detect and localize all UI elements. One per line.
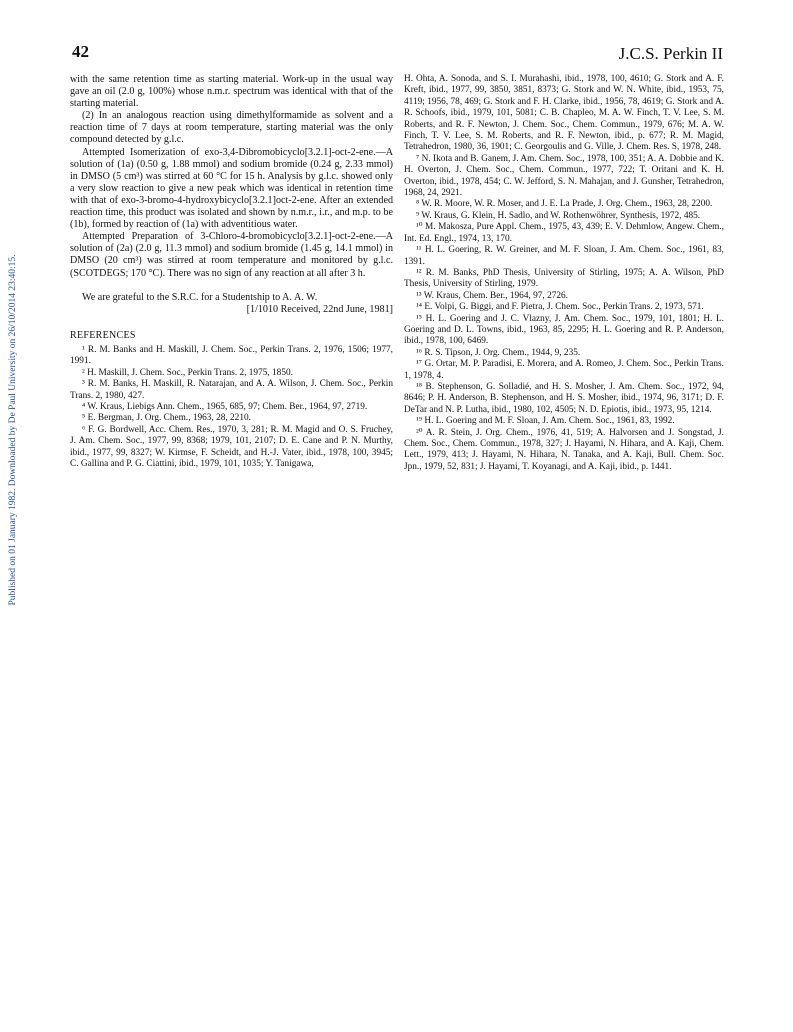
right-column xyxy=(404,74,724,473)
reference-item: ¹ R. M. Banks and H. Maskill, J. Chem. Soc., Perkin Trans. 2, 1976, 1506; 1977, 1991. xyxy=(70,344,393,367)
reference-item: ⁹ W. Kraus, G. Klein, H. Sadlo, and W. Rothenwöhrer, Synthesis, 1972, 485. xyxy=(416,210,701,221)
body-paragraph: Attempted Preparation of 3-Chloro-4-bromobicyclo[3.2.1]-oct-2-ene.—A solution of (2a) (2.0 g, 11.3 mmol) and sodium bromide (1.45 g, 14.1 mmol) in DMSO (20 cm³) was stirred at room temperature and monitored by g.l.c. (SCOTDEGS; 170 °C). There was no sign of any reaction at all after 3 h. xyxy=(70,231,393,279)
reference-item: ¹⁸ B. Stephenson, G. Solladié, and H. S. Mosher, J. Am. Chem. Soc., 1972, 94, 8646; P. H. Anderson, B. Stephenson, and H. S. Mosher, ibid., 1974, 96, 3171; D. F. DeTar and N. P. Lutha, ibid., 1980, 102, 4505; N. D. Epiotis, ibid., 1973, 95, 1214. xyxy=(404,381,724,415)
acknowledgement: We are grateful to the S.R.C. for a Studentship to A. A. W. xyxy=(82,291,318,303)
reference-item: ¹¹ H. L. Goering, R. W. Greiner, and M. F. Sloan, J. Am. Chem. Soc., 1961, 83, 1391. xyxy=(404,245,724,267)
publication-watermark-text: Published on 01 January 1982. Downloaded by De Paul University on 26/10/2014 23:40:15. xyxy=(8,254,18,606)
reference-item: ⁸ W. R. Moore, W. R. Moser, and J. E. La Prade, J. Org. Chem., 1963, 28, 2200. xyxy=(416,199,713,210)
reference-item: ⁷ N. Ikota and B. Ganem, J. Am. Chem. Soc., 1978, 100, 351; A. A. Dobbie and K. H. Overton, J. Chem. Soc., Chem. Commun., 1977, 722; T. Oritani and K. H. Overton, ibid., 1978, 454; C. W. Jefford, S. N. Mahajan, and J. Gunsher, Tetrahedron, 1968, 24, 2921. xyxy=(404,153,724,199)
reference-item: ¹⁹ H. L. Goering and M. F. Sloan, J. Am. Chem. Soc., 1961, 83, 1992. xyxy=(416,416,675,427)
reference-item: ¹² R. M. Banks, PhD Thesis, University of Stirling, 1975; A. A. Wilson, PhD Thesis, University of Stirling, 1979. xyxy=(404,267,724,290)
reference-item: ⁵ E. Bergman, J. Org. Chem., 1963, 28, 2210. xyxy=(82,413,251,424)
journal-title: J.C.S. Perkin II xyxy=(618,44,723,63)
body-paragraph: with the same retention time as starting material. Work-up in the usual way gave an oil (2.0 g, 100%) whose n.m.r. spectrum was identical with that of the starting material. xyxy=(70,74,393,110)
references-heading: REFERENCES xyxy=(70,329,136,341)
reference-item: ⁶ F. G. Bordwell, Acc. Chem. Res., 1970, 3, 281; R. M. Magid and O. S. Fruchey, J. Am. Chem. Soc., 1977, 99, 8368; 1979, 101, 2107; D. E. Cane and P. N. Murthy, ibid., 1977, 99, 8327; W. Kirmse, F. Scheidt, and H.-J. Vater, ibid., 1978, 100, 3945; C. Gallina and P. G. Ciattini, ibid., 1979, 101, 1035; Y. Tanigawa, xyxy=(70,424,393,469)
reference-item: ¹⁴ E. Volpi, G. Biggi, and F. Pietra, J. Chem. Soc., Perkin Trans. 2, 1973, 571. xyxy=(416,302,704,313)
reference-item: ¹³ W. Kraus, Chem. Ber., 1964, 97, 2726. xyxy=(416,290,568,301)
reference-item: ³ R. M. Banks, H. Maskill, R. Natarajan, and A. A. Wilson, J. Chem. Soc., Perkin Trans. 2, 1980, 427. xyxy=(70,379,393,401)
publication-watermark xyxy=(6,250,20,610)
reference-item: ⁴ W. Kraus, Liebigs Ann. Chem., 1965, 685, 97; Chem. Ber., 1964, 97, 2719. xyxy=(82,401,368,412)
reference-item: ¹⁷ G. Ortar, M. P. Paradisi, E. Morera, and A. Romeo, J. Chem. Soc., Perkin Trans. 1, 1978, 4. xyxy=(404,359,724,381)
reference-item: ¹⁵ H. L. Goering and J. C. Vlazny, J. Am. Chem. Soc., 1979, 101, 1801; H. L. Goering and D. L. Towns, ibid., 1963, 85, 2295; H. L. Goering and R. P. Anderson, ibid., 1978, 100, 6469. xyxy=(404,313,724,347)
reference-item: ¹⁰ M. Makosza, Pure Appl. Chem., 1975, 43, 439; E. V. Dehmlow, Angew. Chem., Int. Ed. Engl., 1974, 13, 170. xyxy=(404,222,724,244)
reference-item: ¹⁶ R. S. Tipson, J. Org. Chem., 1944, 9, 235. xyxy=(416,347,581,358)
body-paragraph: Attempted Isomerization of exo-3,4-Dibromobicyclo[3.2.1]-oct-2-ene.—A solution of (1a) (0.50 g, 1.88 mmol) and sodium bromide (0.24 g, 2.33 mmol) in DMSO (5 cm³) was stirred at 60 °C for 15 h. Analysis by g.l.c. showed only a very slow reaction to give a new peak which was identical in retention time with that of exo-3-bromo-4-hydroxybicyclo[3.2.1]oct-2-ene. After an extended reaction time, this product was isolated and shown by n.m.r., i.r., and m.p. to be (1b), formed by reaction of (1a) with adventitious water. xyxy=(70,146,393,231)
reference-item: ² H. Maskill, J. Chem. Soc., Perkin Trans. 2, 1975, 1850. xyxy=(82,367,293,378)
left-column xyxy=(70,74,393,470)
reference-item: ²⁰ A. R. Stein, J. Org. Chem., 1976, 41, 519; A. Halvorsen and J. Songstad, J. Chem. Soc., Chem. Commun., 1978, 327; J. Hayami, N. Hihara, and A. Kaji, Chem. Lett., 1979, 413; J. Hayami, N. Hihara, N. Tanaka, and A. Kaji, Bull. Chem. Soc. Jpn., 1979, 52, 831; J. Hayami, T. Koyanagi, and A. Kaji, ibid., p. 1441. xyxy=(404,427,724,472)
received-date: [1/1010 Received, 22nd June, 1981] xyxy=(246,303,393,315)
page-number: 42 xyxy=(72,42,89,61)
reference-item: H. Ohta, A. Sonoda, and S. I. Murahashi, ibid., 1978, 100, 4610; G. Stork and A. F. Kreft, ibid., 1977, 99, 3850, 3851, 8373; G. Stork and W. N. White, ibid., 1953, 75, 4119; 1956, 78, 469; G. Stork and F. H. Clarke, ibid., 1956, 78, 4619; G. Stork and A. R. Schoofs, ibid., 1979, 101, 5081; C. B. Chapleo, M. A. W. Finch, T. V. Lee, S. M. Roberts, and R. F. Newton, J. Chem. Soc., Chem. Commun., 1979, 676; M. A. W. Finch, T. V. Lee, S. M. Roberts, and R. F. Newton, ibid., p. 677; R. M. Magid, Tetrahedron, 1980, 36, 1901; C. Georgoulis and G. Ville, J. Chem. Res. S, 1978, 248. xyxy=(404,74,724,153)
body-paragraph: (2) In an analogous reaction using dimethylformamide as solvent and a reaction time of 7 days at room temperature, starting material was the only compound detected by g.l.c. xyxy=(70,110,393,146)
